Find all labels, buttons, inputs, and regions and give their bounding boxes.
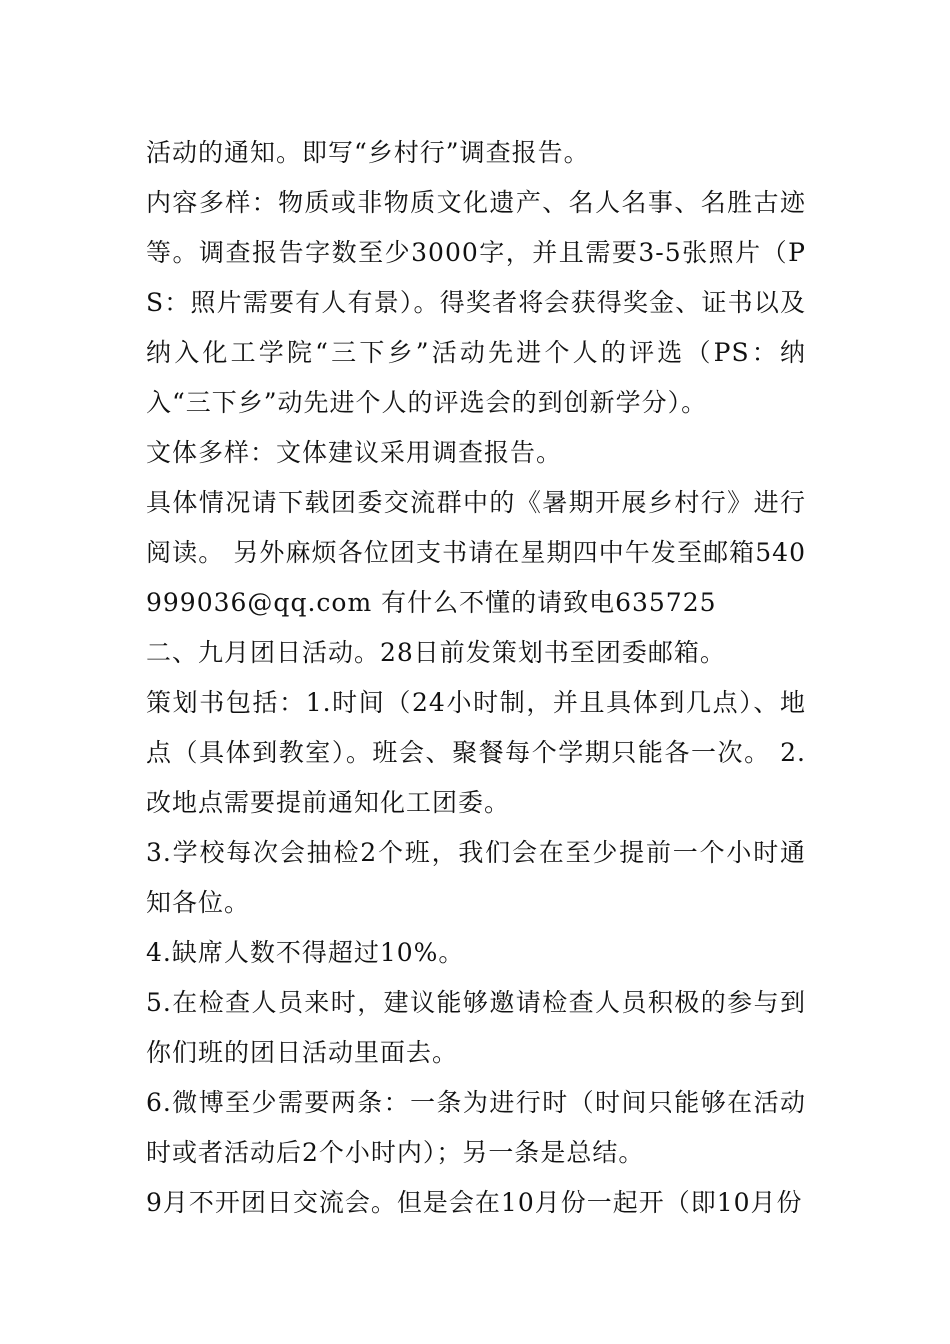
paragraph-september-activity: 二、九月团日活动。28日前发策划书至团委邮箱。 bbox=[146, 638, 726, 667]
paragraph-notice-continuation: 活动的通知。即写“乡村行”调查报告。 bbox=[146, 138, 590, 167]
document-body bbox=[146, 128, 806, 1228]
paragraph-details-contact: 具体情况请下载团委交流群中的《暑期开展乡村行》进行阅读。 另外麻烦各位团支书请在星期四中午发至邮箱540999036@qq.com 有什么不懂的请致电635725 bbox=[146, 488, 806, 617]
paragraph-item-4: 4.缺席人数不得超过10%。 bbox=[146, 938, 465, 967]
paragraph-exchange-meeting: 9月不开团日交流会。但是会在10月份一起开（即10月份 bbox=[146, 1188, 803, 1217]
paragraph-plan-contents: 策划书包括：1.时间（24小时制，并且具体到几点）、地点（具体到教室）。班会、聚餐每个学期只能各一次。 2.改地点需要提前通知化工团委。 bbox=[146, 688, 806, 817]
paragraph-item-5: 5.在检查人员来时，建议能够邀请检查人员积极的参与到你们班的团日活动里面去。 bbox=[146, 988, 806, 1067]
paragraph-item-6: 6.微博至少需要两条：一条为进行时（时间只能够在活动时或者活动后2个小时内）；另一条是总结。 bbox=[146, 1088, 806, 1167]
paragraph-style-variety: 文体多样：文体建议采用调查报告。 bbox=[146, 438, 563, 467]
paragraph-content-variety: 内容多样：物质或非物质文化遗产、名人名事、名胜古迹等。调查报告字数至少3000字，并且需要3-5张照片（PS：照片需要有人有景）。得奖者将会获得奖金、证书以及纳入化工学院“三下乡”活动先进个人的评选（PS：纳入“三下乡”动先进个人的评选会的到创新学分）。 bbox=[146, 188, 806, 417]
paragraph-item-3: 3.学校每次会抽检2个班，我们会在至少提前一个小时通知各位。 bbox=[146, 838, 806, 917]
